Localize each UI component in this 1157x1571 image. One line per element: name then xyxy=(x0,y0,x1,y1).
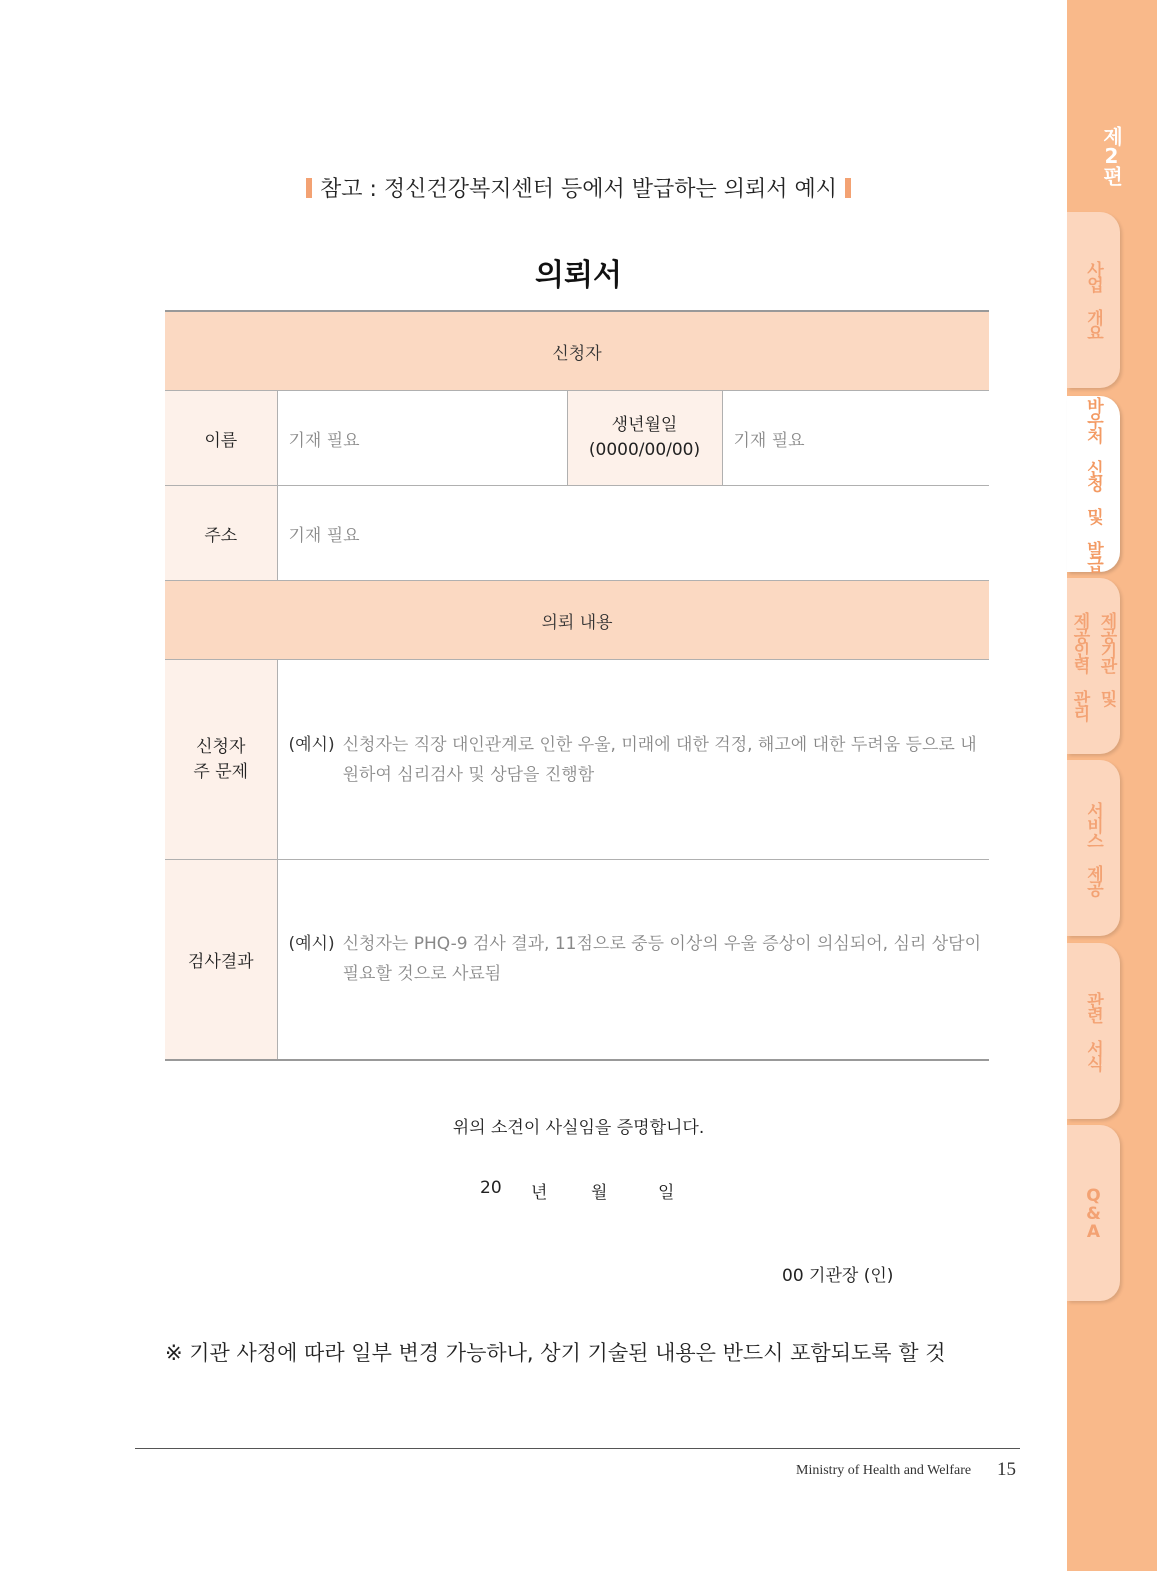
certify-statement: 위의 소견이 사실임을 증명합니다. xyxy=(452,1118,705,1138)
footer-divider xyxy=(135,1448,1020,1449)
tab-provider-management[interactable] xyxy=(1067,578,1120,754)
problem-example xyxy=(289,730,982,790)
heading-bar-left xyxy=(306,178,312,198)
tab-qna-label: Q&A xyxy=(1083,1186,1104,1240)
birth-label-text: 생년월일 xyxy=(611,415,678,435)
tab-voucher-application-label: 바우처 신청 및 발급 xyxy=(1083,397,1103,571)
birth-format-text: (0000/00/00) xyxy=(588,440,701,460)
document-title: 의뢰서 xyxy=(535,258,622,293)
applicant-section-header: 신청자 xyxy=(165,311,989,391)
result-example-text: 신청자는 PHQ-9 검사 결과, 11점으로 중등 이상의 우울 증상이 의심되어, 심리 상담이 필요할 것으로 사료됨 xyxy=(342,934,981,985)
result-label: 검사결과 xyxy=(165,860,277,1060)
signer-line: 00 기관장 (인) xyxy=(782,1266,894,1286)
result-field[interactable] xyxy=(277,860,989,1060)
request-section-header: 의뢰 내용 xyxy=(165,581,989,660)
date-year-unit: 년 xyxy=(531,1183,548,1203)
tab-provider-management-labels xyxy=(1068,612,1120,720)
date-day-unit: 일 xyxy=(658,1183,675,1203)
problem-label-line2: 주 문제 xyxy=(193,761,249,782)
tab-related-forms-label: 관련 서식 xyxy=(1083,992,1103,1070)
name-label: 이름 xyxy=(165,391,277,486)
tab-provider-management-label-1: 제공기관 및 xyxy=(1096,612,1117,705)
name-field[interactable]: 기재 필요 xyxy=(277,391,567,486)
tab-service-delivery[interactable] xyxy=(1067,760,1120,936)
tab-voucher-application[interactable] xyxy=(1067,396,1120,572)
birth-field[interactable]: 기재 필요 xyxy=(722,391,989,486)
heading-bar-right xyxy=(845,178,851,198)
side-tab-strip xyxy=(1067,0,1157,1571)
date-year-prefix: 20 xyxy=(480,1178,502,1198)
tab-qna[interactable] xyxy=(1067,1125,1120,1301)
result-example-tag: (예시) xyxy=(288,934,335,955)
tab-related-forms[interactable] xyxy=(1067,943,1120,1119)
tab-provider-management-label-2: 제공인력 관리 xyxy=(1069,612,1090,720)
reference-heading-text: 참고 : 정신건강복지센터 등에서 발급하는 의뢰서 예시 xyxy=(320,177,837,202)
tab-overview-label: 사업 개요 xyxy=(1083,261,1103,339)
problem-field[interactable] xyxy=(277,660,989,860)
birth-label xyxy=(567,391,722,486)
reference-heading xyxy=(0,172,1157,203)
result-example xyxy=(289,929,982,989)
problem-example-tag: (예시) xyxy=(288,734,335,755)
publisher-name: Ministry of Health and Welfare xyxy=(796,1463,972,1478)
tab-overview[interactable] xyxy=(1067,212,1120,388)
part-label-text: 제2편 xyxy=(1099,126,1124,184)
address-label: 주소 xyxy=(165,486,277,581)
date-month-unit: 월 xyxy=(591,1183,608,1203)
page-number: 15 xyxy=(997,1459,1016,1480)
problem-label xyxy=(165,660,277,860)
tab-service-delivery-label: 서비스 제공 xyxy=(1083,801,1103,895)
notice-text: ※ 기관 사정에 따라 일부 변경 가능하나, 상기 기술된 내용은 반드시 포함되도록 할 것 xyxy=(165,1341,946,1365)
problem-example-text: 신청자는 직장 대인관계로 인한 우울, 미래에 대한 걱정, 해고에 대한 두려움 등으로 내원하여 심리검사 및 상담을 진행함 xyxy=(342,734,977,785)
address-field[interactable]: 기재 필요 xyxy=(277,486,989,581)
problem-label-line1: 신청자 xyxy=(196,736,246,757)
referral-form xyxy=(165,310,989,1061)
